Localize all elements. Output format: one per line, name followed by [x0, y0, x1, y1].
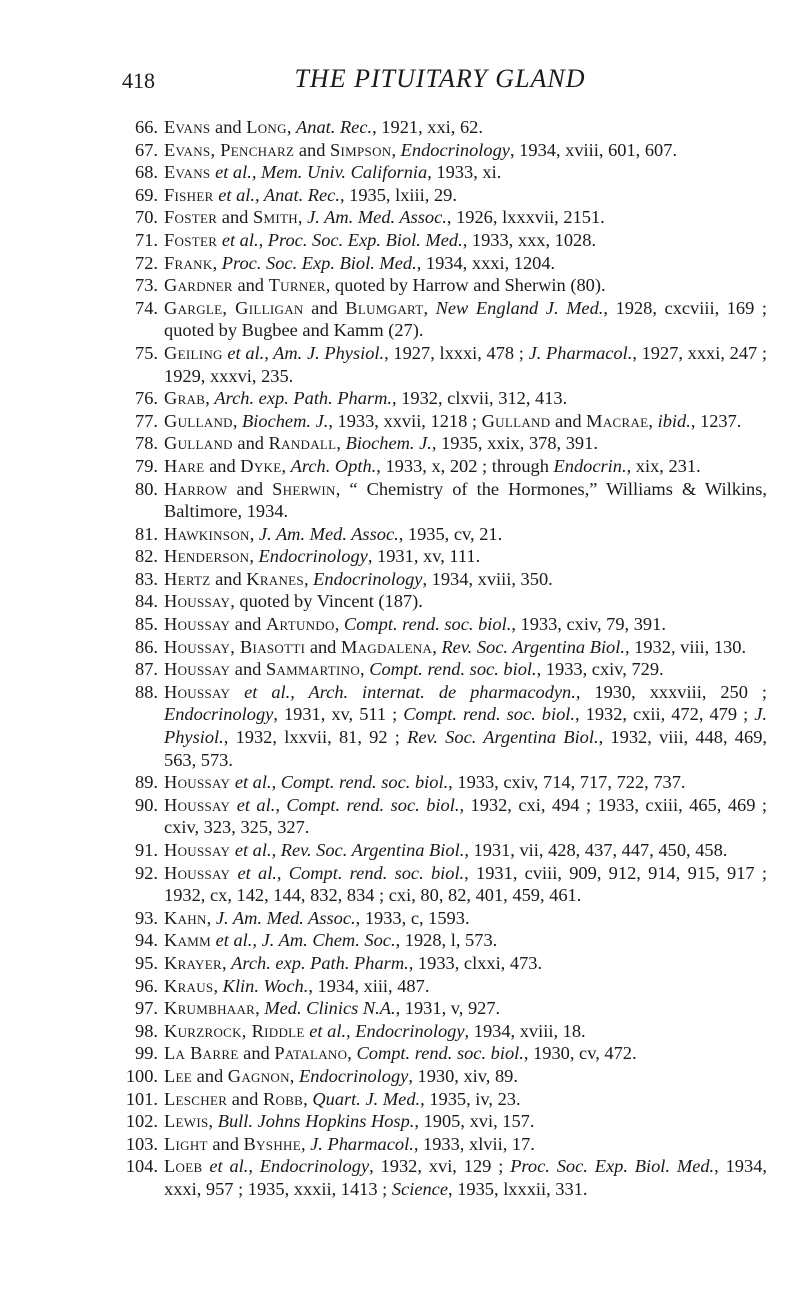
reference-entry	[122, 455, 767, 478]
author-name: Grab	[164, 388, 206, 409]
citation-text: , 1933, xxx, 1028.	[462, 229, 597, 250]
citation-text: and	[210, 117, 247, 137]
reference-number: 96.	[135, 975, 158, 996]
reference-number: 73.	[135, 275, 158, 296]
reference-entry	[122, 523, 767, 546]
reference-number: 78.	[135, 433, 158, 454]
citation-text: , 1930, cv, 472.	[523, 1043, 637, 1064]
author-name: Loeb	[164, 1156, 203, 1177]
author-name: Houssay	[164, 772, 231, 793]
reference-entry	[122, 342, 767, 387]
citation-text: ,	[297, 207, 308, 228]
author-name: Frank	[164, 252, 213, 273]
author-name: Houssay	[164, 659, 231, 680]
citation-text: and	[238, 1043, 275, 1064]
citation-text: ,	[423, 297, 436, 318]
reference-number: 103.	[125, 1133, 158, 1154]
author-name: Evans	[164, 162, 211, 183]
citation-text: , 1931, xv, 111.	[367, 546, 481, 567]
reference-number: 94.	[135, 930, 158, 951]
citation-text: , 1934, xiii, 487.	[308, 975, 430, 996]
citation-text: ,	[360, 659, 370, 680]
reference-entry	[122, 387, 767, 410]
citation-text: , quoted by Harrow and Sherwin (80).	[325, 275, 606, 296]
journal-title: et al., J. Am. Chem. Soc.	[215, 930, 396, 951]
citation-text: ,	[221, 952, 232, 973]
citation-text: ,	[432, 636, 442, 657]
author-name: Evans	[164, 117, 211, 137]
journal-title: Endocrinology	[400, 139, 510, 160]
citation-text: ,	[281, 455, 291, 476]
reference-number: 80.	[135, 478, 158, 499]
citation-text: , 1237.	[690, 410, 742, 431]
citation-text: and	[217, 207, 253, 228]
author-name: Turner	[268, 275, 326, 296]
reference-number: 86.	[135, 636, 158, 657]
reference-number: 95.	[135, 952, 158, 973]
reference-number: 99.	[135, 1043, 158, 1064]
reference-entry	[122, 929, 767, 952]
journal-title: et al., Am. J. Physiol.	[227, 342, 385, 363]
journal-title: Rev. Soc. Argentina Biol.	[441, 636, 625, 657]
journal-title: ibid.	[657, 410, 691, 431]
citation-text: , 1928, cxcviii, 169 ; quoted by Bugbee and Kamm (27).	[164, 297, 768, 341]
journal-title: Science	[391, 1178, 449, 1199]
journal-title: Arch. exp. Path. Pharm.	[214, 388, 392, 409]
citation-text: , 1931, v, 927.	[395, 998, 501, 1019]
reference-entry	[122, 771, 767, 794]
journal-title: Bull. Johns Hopkins Hosp.	[217, 1111, 415, 1132]
citation-text: , 1934, xxxi, 1204.	[416, 252, 556, 273]
journal-title: J. Am. Med. Assoc.	[258, 523, 399, 544]
citation-text: ,	[391, 139, 401, 160]
journal-title: Proc. Soc. Exp. Biol. Med.	[510, 1156, 715, 1177]
journal-title: Compt. rend. soc. biol.	[356, 1043, 524, 1064]
citation-text: ,	[300, 1133, 311, 1154]
journal-title: et al., Mem. Univ. California	[215, 162, 428, 183]
citation-text: ,	[232, 410, 243, 431]
reference-number: 66.	[135, 117, 158, 137]
citation-text: and	[305, 636, 341, 657]
author-name: Henderson	[164, 546, 250, 567]
citation-text: , 1933, x, 202 ; through	[376, 455, 554, 476]
reference-number: 90.	[135, 794, 158, 815]
journal-title: Endocrinology	[313, 568, 423, 589]
citation-text: ,	[286, 117, 297, 137]
author-name: Patalano	[274, 1043, 348, 1064]
running-title: THE PITUITARY GLAND	[294, 64, 586, 93]
citation-text: and	[192, 1065, 228, 1086]
journal-title: Arch. exp. Path. Pharm.	[231, 952, 409, 973]
citation-text: and	[227, 1088, 263, 1109]
author-name: Light	[164, 1133, 208, 1154]
journal-title: Arch. Opth.	[290, 455, 377, 476]
reference-number: 79.	[135, 455, 158, 476]
citation-text: , 1931, cviii, 909, 912, 914, 915, 917 ; 1932, cx, 142, 144, 832, 834 ; cxi, 80, 82, 401, 459, 461.	[164, 862, 767, 906]
author-name: Gargle, Gilligan	[164, 297, 304, 318]
author-name: Harrow	[164, 478, 228, 499]
journal-title: Endocrinology	[299, 1065, 409, 1086]
reference-entry	[122, 568, 767, 591]
author-name: Sherwin	[272, 478, 336, 499]
reference-entry	[122, 229, 767, 252]
author-name: Houssay	[164, 681, 231, 702]
citation-text: and	[207, 1133, 244, 1154]
reference-number: 101.	[125, 1088, 158, 1109]
citation-text	[230, 682, 244, 702]
citation-text: and	[303, 297, 346, 318]
journal-title: et al., Compt. rend. soc. biol.	[234, 772, 449, 793]
reference-entry	[122, 252, 767, 275]
citation-text: ,	[255, 998, 265, 1019]
citation-text: and	[550, 410, 587, 431]
reference-entry	[122, 636, 767, 659]
citation-text: , 1928, l, 573.	[395, 930, 498, 951]
reference-number: 69.	[135, 184, 158, 205]
citation-text: , 1935, cv, 21.	[398, 523, 503, 544]
citation-text: , 1921, xxi, 62.	[372, 117, 483, 137]
author-name: Lescher	[164, 1088, 228, 1109]
page-header	[122, 64, 758, 104]
citation-text: , 1934, xxxi, 957 ; 1935, xxxii, 1413 ;	[164, 1156, 767, 1199]
reference-entry	[122, 206, 767, 229]
citation-text: and	[232, 275, 269, 296]
author-name: Kurzrock, Riddle	[164, 1020, 305, 1041]
author-name: Gulland	[481, 410, 551, 431]
reference-number: 98.	[135, 1020, 158, 1041]
citation-text: and	[294, 139, 331, 160]
citation-text: , 1934, xviii, 350.	[422, 568, 553, 589]
reference-number: 67.	[135, 139, 158, 160]
reference-number: 92.	[135, 862, 158, 883]
citation-text: , 1932, clxvii, 312, 413.	[392, 388, 568, 409]
citation-text: , quoted by Vincent (187).	[230, 591, 423, 612]
citation-text: ,	[648, 410, 658, 431]
reference-number: 82.	[135, 546, 158, 567]
journal-title: J. Am. Med. Assoc.	[215, 907, 356, 928]
citation-text: , 1930, xiv, 89.	[408, 1065, 518, 1086]
page-number: 418	[122, 68, 155, 93]
reference-entry	[122, 478, 767, 523]
author-name: Gagnon	[227, 1065, 290, 1086]
journal-title: Biochem. J.	[242, 410, 329, 431]
citation-text: ,	[206, 907, 216, 928]
reference-number: 75.	[135, 342, 158, 363]
citation-text: ,	[289, 1065, 299, 1086]
journal-title: Endocrinology	[164, 704, 274, 725]
reference-entry	[122, 839, 767, 862]
citation-text: and	[204, 455, 241, 476]
author-name: Houssay	[164, 614, 231, 635]
reference-entry	[122, 975, 767, 998]
citation-text: , “ Chemistry of the Hormones,” Williams & Wilkins, Baltimore, 1934.	[164, 478, 768, 522]
author-name: Artundo	[265, 614, 335, 635]
author-name: Magdalena	[340, 636, 433, 657]
journal-title: Endocrin.	[553, 455, 627, 476]
reference-entry	[122, 590, 767, 613]
author-name: Evans, Pencharz	[164, 139, 295, 160]
citation-text: , 1933, c, 1593.	[355, 907, 470, 928]
citation-text: , 1932, lxxvii, 81, 92 ;	[223, 727, 408, 748]
journal-title: et al., Proc. Soc. Exp. Biol. Med.	[221, 229, 463, 250]
citation-text: , 1932, xvi, 129 ;	[369, 1156, 511, 1177]
reference-entry	[122, 1110, 767, 1133]
author-name: Geiling	[164, 342, 223, 363]
author-name: Long	[246, 117, 287, 137]
author-name: Lee	[164, 1065, 193, 1086]
citation-text: , 1934, xviii, 18.	[464, 1020, 586, 1041]
reference-number: 85.	[135, 614, 158, 635]
author-name: Gulland	[164, 410, 233, 431]
journal-title: Med. Clinics N.A.	[264, 998, 396, 1019]
reference-entry	[122, 1088, 767, 1111]
author-name: Robb	[262, 1088, 304, 1109]
reference-entry	[122, 1042, 767, 1065]
reference-entry	[122, 952, 767, 975]
reference-entry	[122, 1155, 767, 1200]
citation-text: , 1933, xxvii, 1218 ;	[328, 410, 482, 431]
author-name: Macrae	[586, 410, 649, 431]
reference-entry	[122, 116, 767, 139]
reference-number: 93.	[135, 907, 158, 928]
journal-title: Quart. J. Med.	[312, 1088, 421, 1109]
journal-title: Endocrinology	[258, 546, 368, 567]
author-name: Hawkinson	[164, 523, 250, 544]
citation-text: and	[230, 659, 266, 680]
journal-title: J. Pharmacol.	[310, 1133, 414, 1154]
author-name: Fisher	[164, 184, 214, 205]
citation-text: , 1935, lxxxii, 331.	[448, 1178, 588, 1199]
author-name: Houssay	[164, 840, 231, 860]
reference-entry	[122, 1065, 767, 1088]
journal-title: J. Pharmacol.	[528, 342, 633, 363]
citation-text: , 1931, vii, 428, 437, 447, 450, 458.	[464, 840, 728, 860]
journal-title: Klin. Woch.	[222, 975, 309, 996]
citation-text: , 1932, cxi, 494 ; 1933, cxiii, 465, 469 ; cxiv, 323, 325, 327.	[164, 794, 767, 838]
author-name: Lewis	[164, 1111, 209, 1132]
reference-entry	[122, 274, 767, 297]
author-name: Kamm	[164, 930, 211, 951]
author-name: Randall	[268, 433, 337, 454]
citation-text: ,	[303, 568, 314, 589]
citation-text: and	[227, 478, 273, 499]
author-name: Foster	[164, 229, 218, 250]
author-name: Houssay	[164, 794, 231, 815]
author-name: Krayer	[164, 952, 222, 973]
reference-number: 71.	[135, 229, 158, 250]
journal-title: et al., Endocrinology	[309, 1020, 465, 1041]
author-name: Gulland	[164, 433, 233, 454]
author-name: Smith	[252, 207, 298, 228]
reference-number: 89.	[135, 772, 158, 793]
author-name: Kranes	[246, 568, 304, 589]
reference-number: 76.	[135, 388, 158, 409]
author-name: Houssay	[164, 591, 231, 612]
author-name: Gardner	[164, 275, 233, 296]
journal-title: et al., Arch. internat. de pharmacodyn.	[244, 681, 576, 702]
citation-text: , 1932, viii, 448, 469, 563, 573.	[164, 727, 767, 770]
citation-text: , 1931, xv, 511 ;	[273, 704, 404, 725]
citation-text: , 1933, xi.	[427, 162, 502, 183]
reference-number: 102.	[125, 1111, 158, 1132]
reference-entry	[122, 1133, 767, 1156]
journal-title: et al., Compt. rend. soc. biol.	[237, 862, 465, 883]
citation-text: ,	[205, 388, 215, 409]
journal-title: Proc. Soc. Exp. Biol. Med.	[221, 252, 417, 273]
journal-title: Biochem. J.	[345, 433, 432, 454]
journal-title: New England J. Med.	[435, 297, 604, 318]
reference-number: 72.	[135, 252, 158, 273]
journal-title: et al., Compt. rend. soc. biol.	[236, 794, 460, 815]
author-name: Byshhe	[243, 1133, 301, 1154]
reference-entry	[122, 794, 767, 839]
citation-text: ,	[208, 1111, 218, 1132]
citation-text: and	[232, 433, 269, 454]
author-name: Simpson	[330, 139, 392, 160]
reference-entry	[122, 862, 767, 907]
citation-text: , 1927, xxxi, 247 ; 1929, xxxvi, 235.	[164, 342, 767, 386]
journal-title: Compt. rend. soc. biol.	[403, 704, 575, 725]
author-name: Kraus	[164, 975, 214, 996]
reference-entry	[122, 613, 767, 636]
reference-entry	[122, 681, 767, 771]
journal-title: et al., Anat. Rec.	[218, 184, 340, 205]
citation-text: , 1926, lxxxvii, 2151.	[446, 207, 605, 228]
journal-title: J. Physiol.	[164, 704, 767, 748]
author-name: Hertz	[164, 568, 211, 589]
reference-entry	[122, 658, 767, 681]
citation-text: , 1932, cxii, 472, 479 ;	[574, 704, 755, 725]
reference-number: 74.	[135, 297, 158, 318]
author-name: Dyke	[240, 455, 282, 476]
reference-list	[122, 116, 767, 1201]
citation-text: , 1933, cxiv, 79, 391.	[511, 614, 666, 635]
reference-number: 100.	[125, 1065, 158, 1086]
reference-entry	[122, 997, 767, 1020]
citation-text: , 1933, clxxi, 473.	[408, 952, 543, 973]
citation-text: , 1932, viii, 130.	[624, 636, 747, 657]
journal-title: Anat. Rec.	[296, 117, 373, 137]
journal-title: et al., Endocrinology	[209, 1156, 370, 1177]
reference-number: 84.	[135, 591, 158, 612]
reference-number: 81.	[135, 523, 158, 544]
citation-text: ,	[249, 546, 259, 567]
reference-number: 87.	[135, 659, 158, 680]
journal-title: Compt. rend. soc. biol.	[343, 614, 512, 635]
author-name: Hare	[164, 455, 205, 476]
journal-title: et al., Rev. Soc. Argentina Biol.	[234, 840, 465, 860]
citation-text: and	[230, 614, 266, 635]
author-name: Kahn	[164, 907, 207, 928]
citation-text: ,	[334, 614, 344, 635]
citation-text: ,	[213, 975, 223, 996]
reference-entry	[122, 545, 767, 568]
citation-text: , 1933, cxiv, 714, 717, 722, 737.	[448, 772, 686, 793]
citation-text: , 1930, xxxviii, 250 ;	[575, 681, 767, 702]
citation-text: ,	[303, 1088, 313, 1109]
citation-text: , 1933, xlvii, 17.	[413, 1133, 535, 1154]
author-name: Houssay	[164, 862, 231, 883]
citation-text: and	[210, 568, 247, 589]
reference-number: 88.	[135, 681, 158, 702]
journal-title: Rev. Soc. Argentina Biol.	[407, 727, 599, 748]
reference-number: 97.	[135, 998, 158, 1019]
reference-number: 104.	[125, 1156, 158, 1177]
reference-entry	[122, 297, 767, 342]
citation-text: ,	[347, 1043, 357, 1064]
author-name: Krumbhaar	[164, 998, 256, 1019]
reference-number: 68.	[135, 162, 158, 183]
reference-entry	[122, 184, 767, 207]
citation-text: , 1934, xviii, 601, 607.	[509, 139, 678, 160]
citation-text: ,	[336, 433, 346, 454]
reference-entry	[122, 139, 767, 162]
reference-number: 70.	[135, 207, 158, 228]
citation-text: , 1927, lxxxi, 478 ;	[384, 342, 529, 363]
author-name: La Barre	[164, 1043, 239, 1064]
citation-text: , 1935, lxiii, 29.	[339, 184, 457, 205]
reference-entry	[122, 907, 767, 930]
reference-number: 77.	[135, 410, 158, 431]
citation-text: , 1905, xvi, 157.	[414, 1111, 535, 1132]
reference-entry	[122, 432, 767, 455]
citation-text: ,	[212, 252, 222, 273]
author-name: Blumgart	[345, 297, 424, 318]
author-name: Foster	[164, 207, 218, 228]
author-name: Sammartino	[265, 659, 361, 680]
reference-number: 83.	[135, 568, 158, 589]
reference-entry	[122, 410, 767, 433]
journal-title: J. Am. Med. Assoc.	[307, 207, 447, 228]
citation-text: , 1935, iv, 23.	[420, 1088, 521, 1109]
author-name: Houssay, Biasotti	[164, 636, 306, 657]
citation-text: , 1935, xxix, 378, 391.	[431, 433, 598, 454]
citation-text: , 1933, cxiv, 729.	[536, 659, 664, 680]
reference-entry	[122, 1020, 767, 1043]
reference-entry	[122, 161, 767, 184]
reference-number: 91.	[135, 840, 158, 860]
citation-text: ,	[249, 523, 259, 544]
journal-title: Compt. rend. soc. biol.	[369, 659, 537, 680]
citation-text: , xix, 231.	[626, 455, 701, 476]
